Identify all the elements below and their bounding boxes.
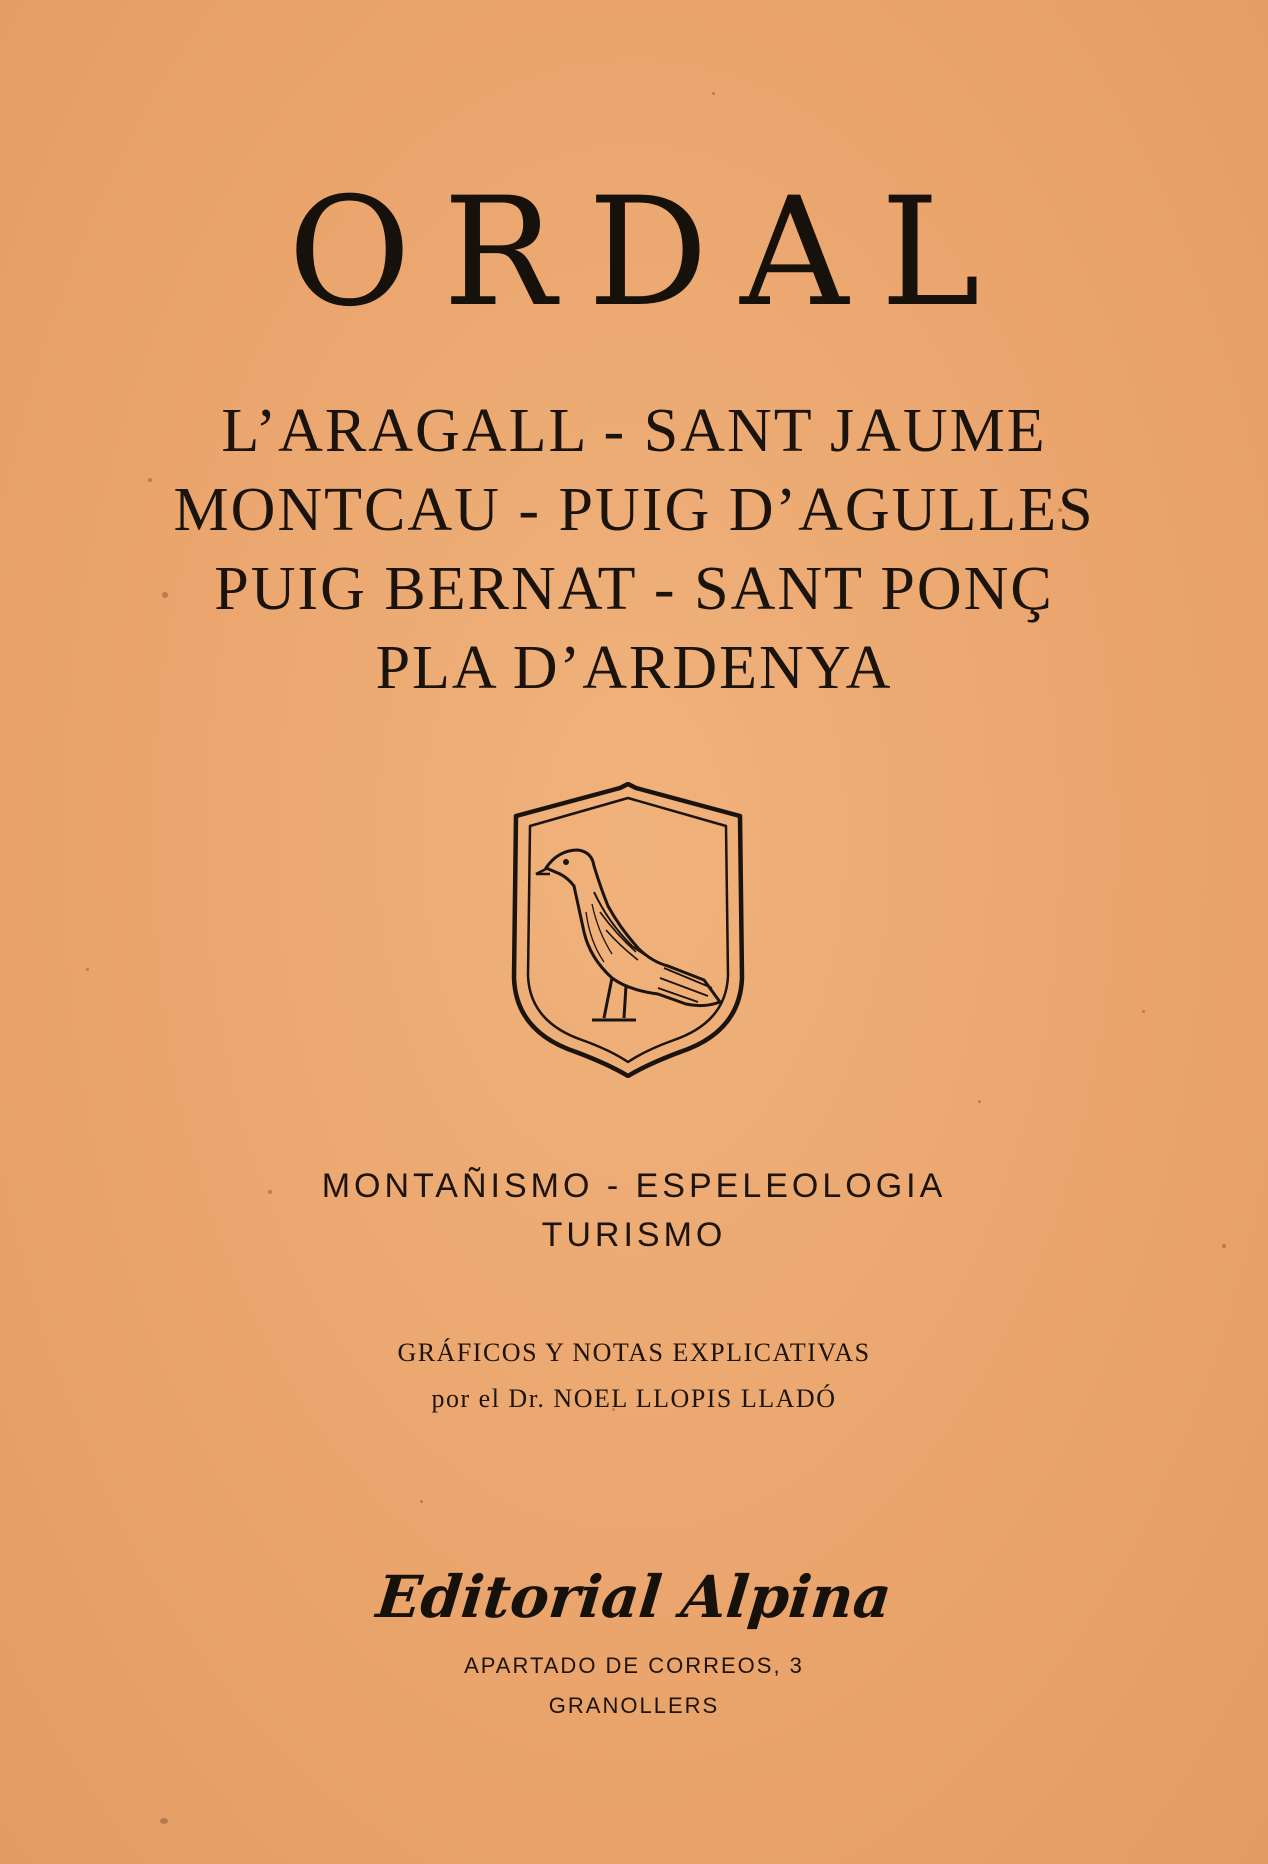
shield-with-bird-icon	[508, 782, 748, 1078]
paper-speck	[86, 968, 89, 971]
cover-title: ORDAL	[287, 166, 1013, 340]
paper-speck	[712, 92, 715, 95]
paper-speck	[160, 1818, 168, 1824]
place-line: PUIG BERNAT - SANT PONÇ	[214, 555, 1054, 623]
activities	[0, 1162, 1268, 1260]
place-line: L’ARAGALL - SANT JAUME	[221, 397, 1047, 465]
credits	[0, 1330, 1268, 1422]
credits-author: por el Dr. NOEL LLOPIS LLADÓ	[431, 1384, 837, 1413]
place-list	[0, 392, 1268, 708]
paper-speck	[1142, 1010, 1145, 1013]
publisher-address	[0, 1646, 1268, 1726]
paper-speck	[420, 1500, 423, 1503]
publisher-name: Editorial Alpina	[373, 1563, 895, 1631]
credits-line: GRÁFICOS Y NOTAS EXPLICATIVAS	[397, 1338, 871, 1367]
paper-speck	[978, 1100, 981, 1103]
place-line: MONTCAU - PUIG D’AGULLES	[173, 476, 1095, 544]
address-city: GRANOLLERS	[548, 1693, 720, 1718]
activities-line: TURISMO	[541, 1216, 727, 1254]
place-line: PLA D’ARDENYA	[375, 634, 893, 702]
address-line: APARTADO DE CORREOS, 3	[464, 1653, 804, 1678]
activities-line: MONTAÑISMO - ESPELEOLOGIA	[321, 1167, 947, 1205]
